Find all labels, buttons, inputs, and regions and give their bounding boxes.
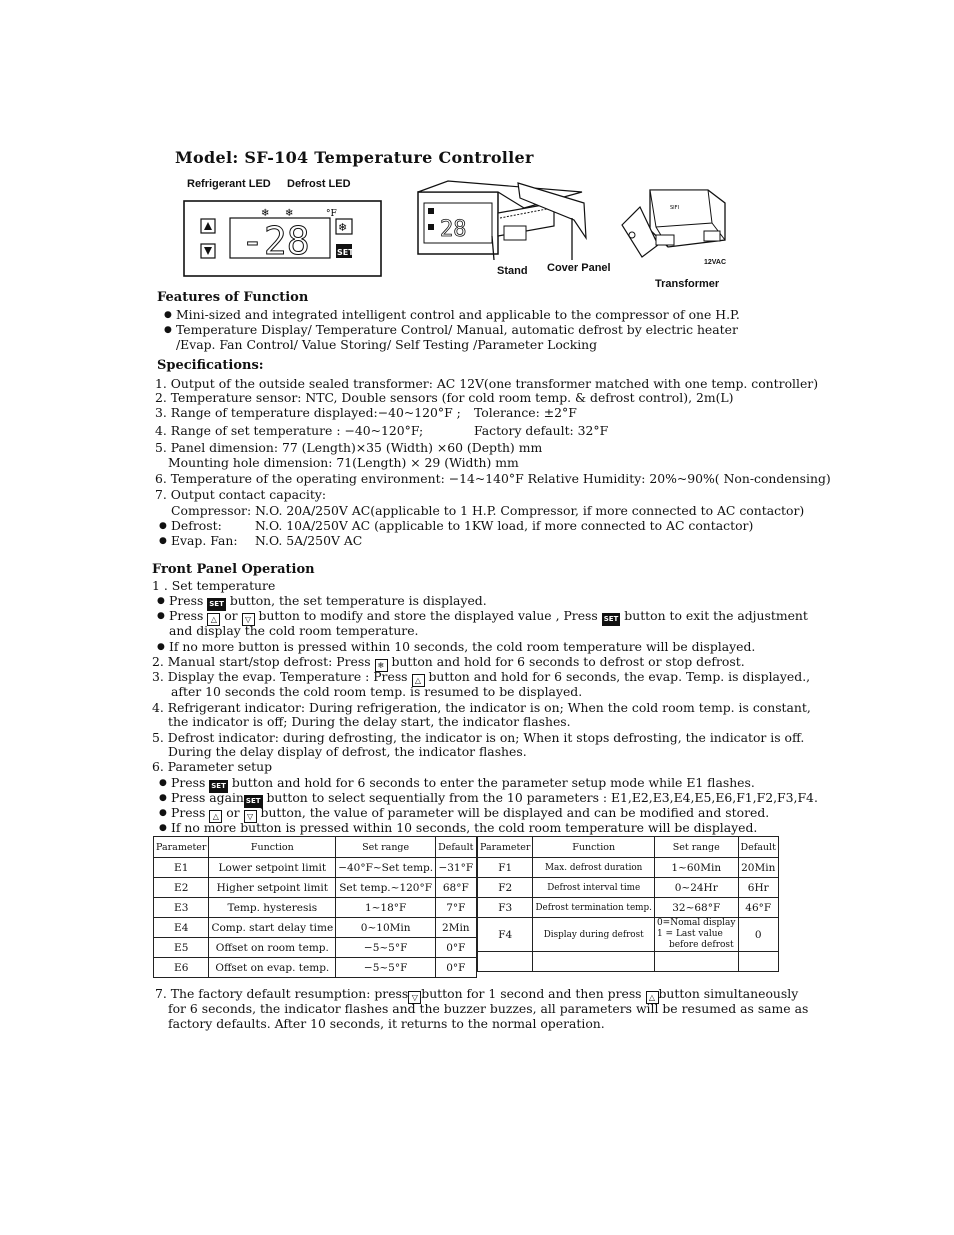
table-row: E2 Higher setpoint limit Set temp.~120°F 68°F [154, 878, 477, 898]
param-bullet-1: ● Press SET button and hold for 6 seconds to enter the parameter setup mode while E1 flashes. [171, 775, 755, 793]
table-header: Parameter Function Set range Default [154, 837, 477, 858]
table-row: F1 Max. defrost duration 1~60Min 20Min [478, 858, 779, 878]
parameter-table-f: Parameter Function Set range Default F1 Max. defrost duration 1~60Min 20Min F2 Defrost interval time 0~24Hr 6Hr F3 Defrost termination temp. 32~68°F 46°F F4 Display during defrost 0=Nomal display 1 = Last value before defrost 0 [477, 836, 779, 972]
table-row: E4 Comp. start delay time 0~10Min 2Min [154, 918, 477, 938]
spec-line: 1. Output of the outside sealed transformer: AC 12V(one transformer matched with one temp. controller) [155, 376, 819, 391]
spec-line: 2. Temperature sensor: NTC, Double sensors (for cold room temp. & defrost control), 2m(L) [155, 390, 734, 405]
svg-text:°F: °F [326, 209, 337, 219]
table-row: E1 Lower setpoint limit −40°F~Set temp. −31°F [154, 858, 477, 878]
set-icon: SET [602, 613, 621, 626]
factory-reset-line: for 6 seconds, the indicator flashes and the buzzer buzzes, all parameters will be resumed as same as [168, 1001, 809, 1016]
op-set-temperature: 1 . Set temperature [152, 578, 276, 593]
spec-tolerance: Tolerance: ±2°F [474, 405, 577, 420]
up-icon: △ [412, 674, 425, 687]
set-icon: SET [207, 598, 226, 611]
factory-reset-line: factory defaults. After 10 seconds, it returns to the normal operation. [168, 1016, 605, 1031]
set-key-icon: SET [337, 248, 354, 257]
snowflake-icon: ❄ [261, 208, 270, 219]
spec-compressor: Compressor: N.O. 20A/250V AC(applicable to 1 H.P. Compressor, if more connected to AC contactor) [171, 503, 805, 518]
spec-line: 4. Range of set temperature : −40~120°F; [155, 423, 424, 438]
svg-text:SIFI: SIFI [670, 205, 679, 211]
table-row: E5 Offset on room temp. −5~5°F 0°F [154, 938, 477, 958]
table-row [478, 952, 779, 972]
set-icon: SET [209, 780, 228, 793]
specs-heading: Specifications: [157, 358, 264, 373]
up-icon: △ [646, 991, 659, 1004]
page-title: Model: SF-104 Temperature Controller [175, 148, 534, 167]
op-parameter-setup: 6. Parameter setup [152, 759, 273, 774]
table-row: E3 Temp. hysteresis 1~18°F 7°F [154, 898, 477, 918]
spec-line: Mounting hole dimension: 71(Length) × 29 (Width) mm [168, 455, 519, 470]
table-row: F3 Defrost termination temp. 32~68°F 46°F [478, 898, 779, 918]
refrigerant-led-label: Refrigerant LED [187, 178, 271, 190]
12vac-label: 12VAC [704, 259, 727, 266]
feature-item: ● Temperature Display/ Temperature Control/ Manual, automatic defrost by electric heater [176, 322, 738, 337]
controller-side-view [404, 178, 604, 260]
param-bullet-4: ● If no more button is pressed within 10 seconds, the cold room temperature will be displayed. [171, 820, 757, 835]
defrost-led-label: Defrost LED [287, 178, 351, 190]
param-bullet-3: ● Press △ or ▽ button, the value of parameter will be displayed and can be modified and stored. [171, 805, 769, 823]
feature-item: /Evap. Fan Control/ Value Storing/ Self Testing /Parameter Locking [176, 337, 598, 352]
op-bullet-1: ● Press SET button, the set temperature is displayed. [169, 593, 487, 611]
spec-defrost-value: N.O. 10A/250V AC (applicable to 1KW load, if more connected to AC contactor) [255, 518, 754, 533]
down-icon: ▽ [242, 613, 255, 626]
table-row: F2 Defrost interval time 0~24Hr 6Hr [478, 878, 779, 898]
op-refrigerant-indicator: 4. Refrigerant indicator: During refrigeration, the indicator is on; When the cold room temp. is constant, [152, 700, 811, 715]
down-icon: ▽ [408, 991, 421, 1004]
op-manual-defrost: 2. Manual start/stop defrost: Press ❄ button and hold for 6 seconds to defrost or stop defrost. [152, 654, 745, 670]
op-defrost-indicator: 5. Defrost indicator: during defrosting, the indicator is on; When it stops defrosting, the indicator is off. [152, 730, 805, 745]
svg-text:28: 28 [440, 217, 467, 242]
cover-panel-label: Cover Panel [547, 262, 611, 274]
up-icon: △ [209, 810, 222, 823]
up-icon: △ [207, 613, 220, 626]
features-heading: Features of Function [157, 290, 309, 305]
defrost-icon: ❄ [375, 659, 388, 672]
table-row: E6 Offset on evap. temp. −5~5°F 0°F [154, 958, 477, 978]
factory-reset: 7. The factory default resumption: press ▽ button for 1 second and then press △ button simultaneously [155, 986, 799, 1002]
param-bullet-2: ● Press again SET button to select sequentially from the 10 parameters : E1,E2,E3,E4,E5,E6,F1,F2,F3,F4. [171, 790, 818, 808]
transformer-diagram [620, 185, 735, 265]
table-header: Parameter Function Set range Default [478, 837, 779, 858]
set-icon: SET [244, 795, 263, 808]
stand-label: Stand [497, 265, 528, 277]
defrost-icon: ❄ [285, 208, 294, 219]
feature-item: ● Mini-sized and integrated intelligent control and applicable to the compressor of one H.P. [176, 307, 740, 322]
op-bullet-3: ● If no more button is pressed within 10 seconds, the cold room temperature will be displayed. [169, 639, 755, 654]
op-line: the indicator is off; During the delay start, the indicator flashes. [168, 714, 571, 729]
spec-defrost-label: ● Defrost: [171, 518, 222, 533]
transformer-label: Transformer [655, 278, 720, 290]
front-panel-heading: Front Panel Operation [152, 562, 315, 577]
controller-front-panel [183, 200, 383, 278]
spec-line: 6. Temperature of the operating environment: −14~140°F Relative Humidity: 20%~90%( Non-condensing) [155, 471, 831, 486]
op-bullet-2: ● Press △ or ▽ button to modify and store the displayed value , Press SET button to exit the adjustment [169, 608, 808, 626]
op-evap-temp: 3. Display the evap. Temperature : Press △ button and hold for 6 seconds, the evap. Temp. is displayed., [152, 669, 811, 685]
spec-line: 7. Output contact capacity: [155, 487, 327, 502]
parameter-table-e [153, 836, 477, 978]
spec-fan-value: N.O. 5A/250V AC [255, 533, 363, 548]
spec-factory-default: Factory default: 32°F [474, 423, 609, 438]
down-icon: ▽ [244, 810, 257, 823]
spec-line: 5. Panel dimension: 77 (Length)×35 (Width) ×60 (Depth) mm [155, 440, 543, 455]
spec-line: 3. Range of temperature displayed:−40~120°F ; [155, 405, 461, 420]
op-line: after 10 seconds the cold room temp. is resumed to be displayed. [171, 684, 583, 699]
op-line: and display the cold room temperature. [169, 623, 419, 638]
op-line: During the delay display of defrost, the indicator flashes. [168, 744, 527, 759]
display-digits: -28 [241, 219, 310, 263]
spec-fan-label: ● Evap. Fan: [171, 533, 238, 548]
defrost-key-icon: ❄ [338, 221, 348, 234]
